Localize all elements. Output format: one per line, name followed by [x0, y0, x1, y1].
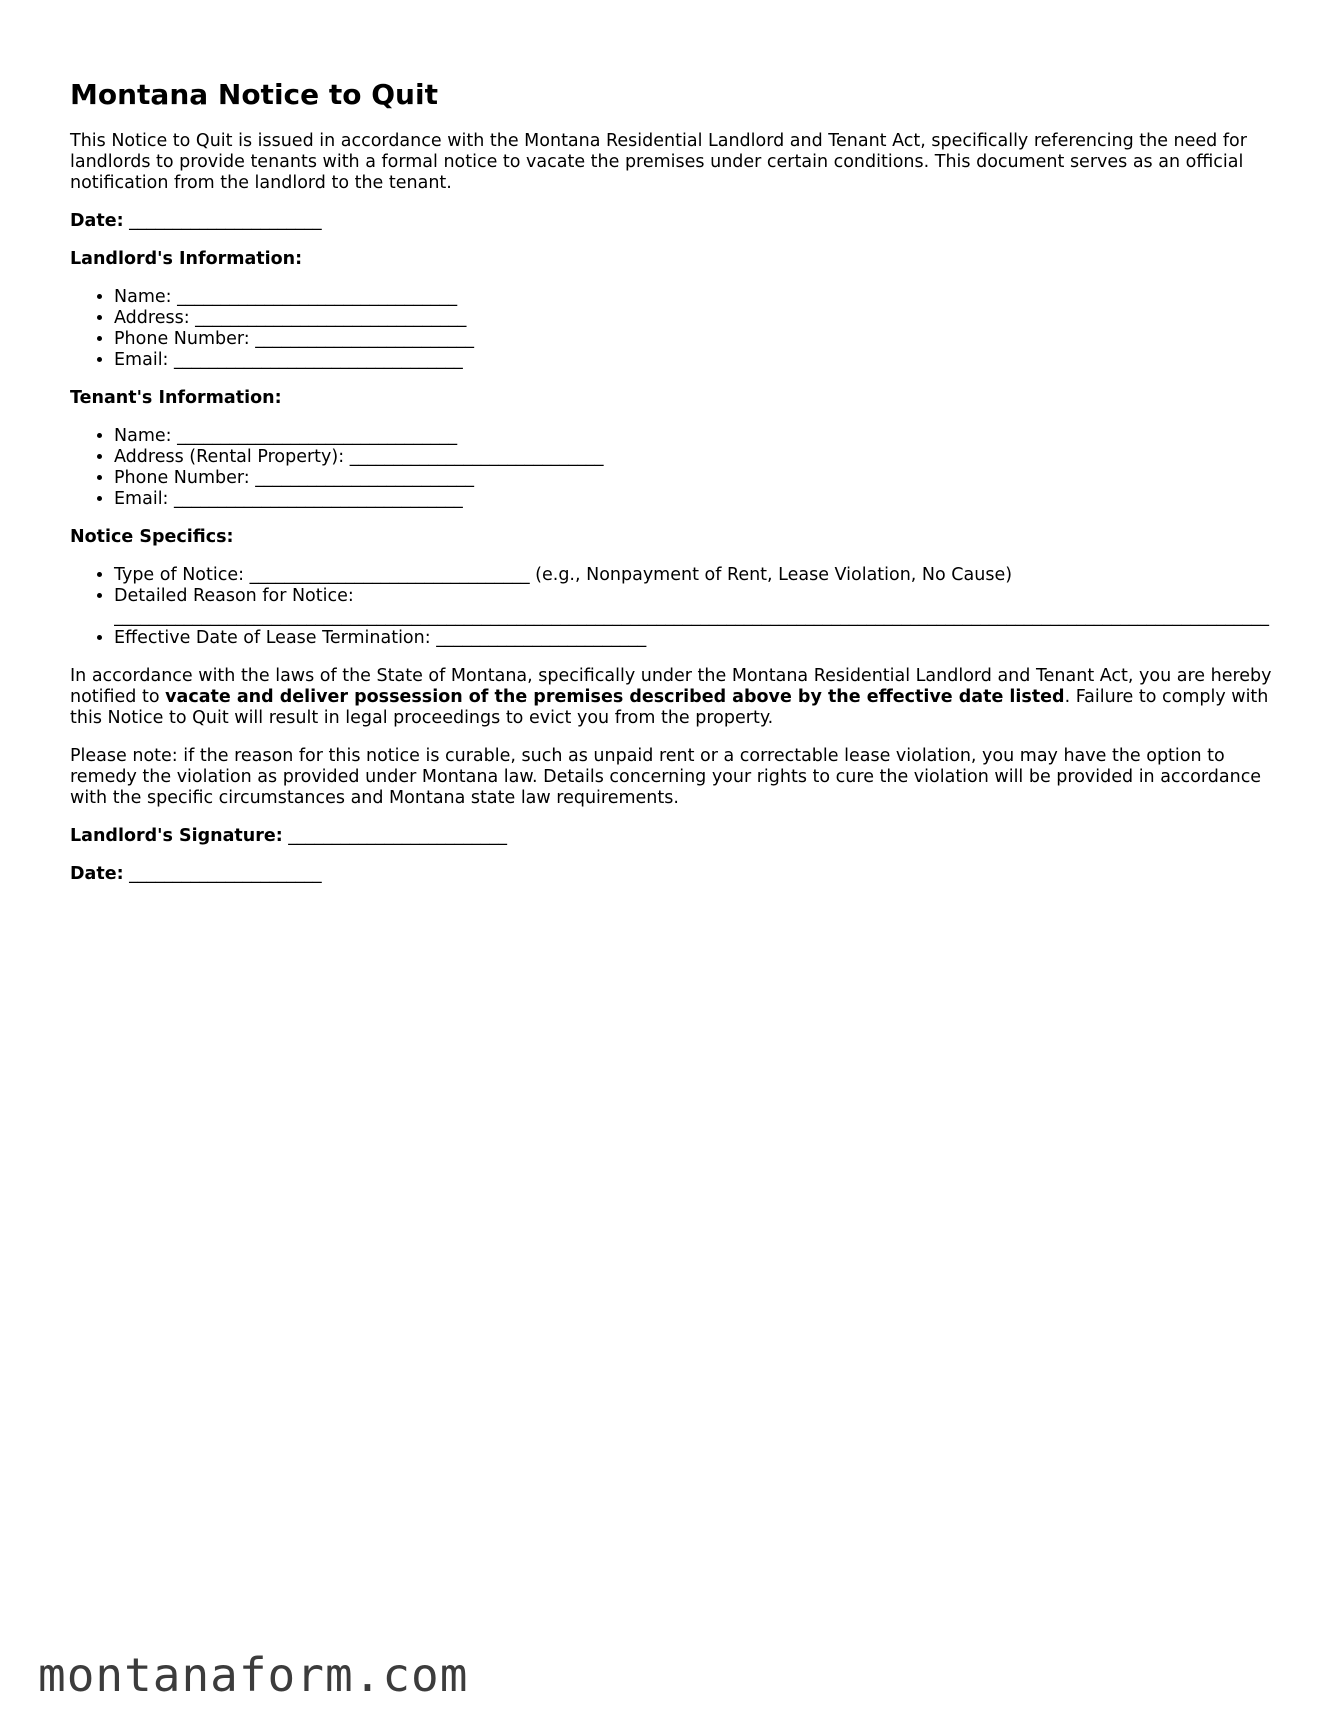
- legal-text-bold: vacate and deliver possession of the premises described above by the effective date listed: [165, 687, 1065, 707]
- landlord-address-field: [114, 308, 1290, 329]
- site-watermark: montanaform.com: [38, 1648, 469, 1702]
- notice-heading-text: Notice Specifics:: [70, 527, 234, 547]
- field-label: Detailed Reason for Notice:: [114, 586, 354, 606]
- notice-effective-date-field: [114, 628, 1290, 649]
- tenant-fields: [70, 426, 1290, 510]
- date-top-label: Date:: [70, 211, 124, 231]
- signature-line: [70, 826, 1290, 847]
- field-blank: ________________________________: [177, 426, 458, 446]
- landlord-heading-text: Landlord's Information:: [70, 249, 303, 269]
- legal-text-after: . Failure to comply with this Notice to Quit will result in legal proceedings to evict you from the property.: [70, 687, 1269, 728]
- tenant-email-field: [114, 489, 1290, 510]
- notice-type-hint: (e.g., Nonpayment of Rent, Lease Violation, No Cause): [535, 565, 1013, 585]
- field-label: Email:: [114, 350, 169, 370]
- field-label: Effective Date of Lease Termination:: [114, 628, 431, 648]
- field-blank: ________________________: [436, 628, 647, 648]
- legal-paragraph: [70, 666, 1290, 729]
- landlord-fields: [70, 287, 1290, 371]
- date-top-line: [70, 211, 1290, 232]
- document-title: Montana Notice to Quit: [70, 78, 438, 111]
- field-label: Name:: [114, 426, 172, 446]
- field-label: Email:: [114, 489, 169, 509]
- intro-paragraph: This Notice to Quit is issued in accordance with the Montana Residential Landlord and Tenant Act, specifically referencing the need for landlords to provide tenants with a formal notice to vacate the premises under certain conditions. This document serves as an official notification from the landlord to the tenant.: [70, 131, 1247, 193]
- landlord-email-field: [114, 350, 1290, 371]
- signature-label: Landlord's Signature:: [70, 826, 283, 846]
- field-label: Address (Rental Property):: [114, 447, 345, 467]
- field-blank: _______________________________: [195, 308, 467, 328]
- field-blank: _________________________: [255, 468, 474, 488]
- tenant-name-field: [114, 426, 1290, 447]
- tenant-heading: [70, 388, 1290, 409]
- field-label: Phone Number:: [114, 329, 250, 349]
- field-blank: ____________________________________________________________________________________________________________________________________: [114, 607, 1269, 627]
- field-label: Phone Number:: [114, 468, 250, 488]
- notice-type-field: [114, 565, 1290, 586]
- date-bottom-blank: ______________________: [129, 864, 322, 884]
- field-label: Name:: [114, 287, 172, 307]
- note-paragraph: Please note: if the reason for this notice is curable, such as unpaid rent or a correctable lease violation, you may have the option to remedy the violation as provided under Montana law. Details concerning your rights to cure the violation will be provided in accordance with the specific circumstances and Montana state law requirements.: [70, 746, 1262, 808]
- legal-text-before: In accordance with the laws of the State of Montana, specifically under the Montana Residential Landlord and Tenant Act, you are hereby notified to: [70, 666, 1272, 707]
- notice-reason-field: [114, 586, 1290, 628]
- landlord-phone-field: [114, 329, 1290, 350]
- field-label: Type of Notice:: [114, 565, 244, 585]
- notice-heading: [70, 527, 1290, 548]
- signature-blank: _________________________: [288, 826, 508, 846]
- date-bottom-label: Date:: [70, 864, 124, 884]
- field-blank: _________________________: [255, 329, 474, 349]
- landlord-name-field: [114, 287, 1290, 308]
- field-label: Address:: [114, 308, 190, 328]
- field-blank: _________________________________: [174, 350, 463, 370]
- landlord-heading: [70, 249, 1290, 270]
- notice-fields: [70, 565, 1290, 649]
- tenant-phone-field: [114, 468, 1290, 489]
- document-body: [70, 78, 1290, 902]
- field-blank: _____________________________: [349, 447, 604, 467]
- date-top-blank: ______________________: [129, 211, 322, 231]
- field-blank: ________________________________: [177, 287, 458, 307]
- date-bottom-line: [70, 864, 1290, 885]
- field-blank: ________________________________: [249, 565, 530, 585]
- tenant-heading-text: Tenant's Information:: [70, 388, 282, 408]
- field-blank: _________________________________: [174, 489, 463, 509]
- tenant-address-field: [114, 447, 1290, 468]
